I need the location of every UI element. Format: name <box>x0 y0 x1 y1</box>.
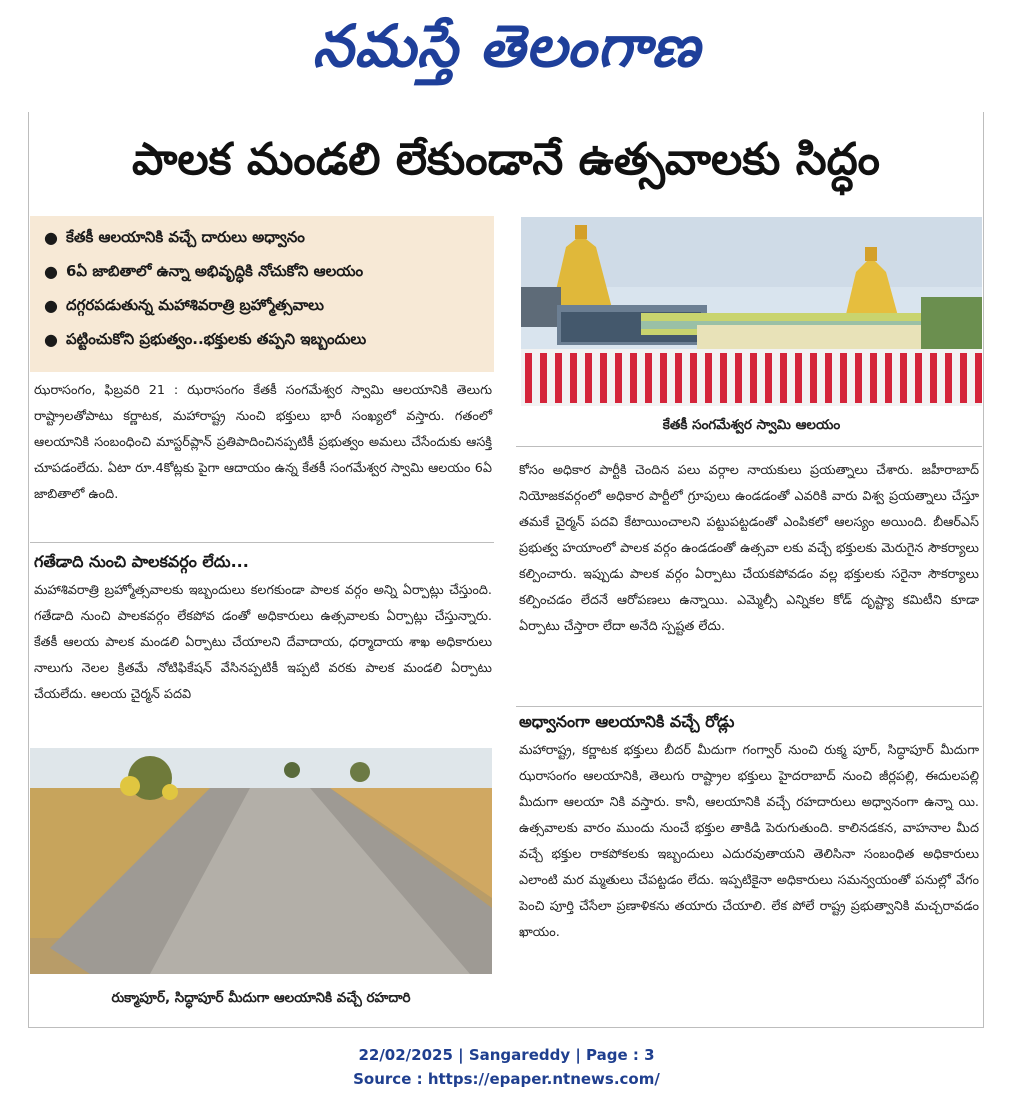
intro-paragraph: ఝరాసంగం, ఫిబ్రవరి 21 : ఝరాసంగం కేతకీ సంగమేశ్వర స్వామి ఆలయానికి తెలుగు రాష్ట్రాలతోపాటు కర్ణాటక, మహారాష్ట్ర నుంచి భక్తులు భారీ సంఖ్యలో వస్తారు. గతంలో ఆలయానికి సంబంధించి మాస్టర్‌ప్లాన్ ప్రతిపాదించినప్పటికీ ప్రభుత్వం అమలు చేసేందుకు ఆసక్తి చూపడంలేదు. ఏటా రూ.4కోట్లకు పైగా ఆదాయం ఉన్న కేతకీ సంగమేశ్వర స్వామి ఆలయం 6ఏ జాబితాలో ఉంది. <box>34 383 492 502</box>
section-heading-governing-body: గతేడాది నుంచి పాలకవర్గం లేదు... <box>34 552 249 571</box>
article-headline: పాలక మండలి లేకుండానే ఉత్సవాలకు సిద్ధం <box>132 134 880 185</box>
section-heading-roads: అధ్వానంగా ఆలయానికి వచ్చే రోడ్లు <box>519 712 735 731</box>
divider <box>30 542 494 543</box>
divider <box>516 446 982 447</box>
masthead-logo: నమస్తే తెలంగాణ <box>312 12 701 80</box>
source-link[interactable]: Source : https://epaper.ntnews.com/ <box>353 1070 660 1088</box>
bullet-icon: ● <box>44 228 58 247</box>
divider <box>516 706 982 707</box>
highlight-item: ● కేతకీ ఆలయానికి వచ్చే దారులు అధ్వానం <box>44 228 305 247</box>
highlights-box <box>30 216 494 372</box>
temple-photo-caption: కేతకీ సంగమేశ్వర స్వామి ఆలయం <box>662 417 841 433</box>
road-photo-caption: రుక్మాపూర్, సిద్ధాపూర్ మీదుగా ఆలయానికి వచ్చే రహదారి <box>111 990 411 1006</box>
highlight-item: ● పట్టించుకోని ప్రభుత్వం..భక్తులకు తప్పని ఇబ్బందులు <box>44 330 367 349</box>
bullet-icon: ● <box>44 296 58 315</box>
divider <box>28 1027 984 1028</box>
masthead <box>0 0 1013 92</box>
temple-photo-image <box>521 217 982 406</box>
section-governing-body-paragraph: మహాశివరాత్రి బ్రహ్మోత్సవాలకు ఇబ్బందులు కలగకుండా పాలక వర్గం అన్ని ఏర్పాట్లు చేస్తుంది. గతేడాది నుంచి పాలకవర్గం లేకపోవ డంతో అధికారులు ఉత్సవాలకు ఏర్పాట్లు చేస్తున్నారు. కేతకీ ఆలయ పాలక మండలి ఏర్పాటు చేయాలని దేవాదాయ, ధర్మాదాయ శాఖ అధికారులు నాలుగు నెలల క్రితమే నోటిఫికేషన్ వేసినప్పటికీ ఇప్పటి వరకు పాలక మండలి ఏర్పాటు చేయలేదు. ఆలయ చైర్మన్ పదవి <box>34 583 492 702</box>
highlights-list <box>44 228 484 364</box>
highlight-item: ● దగ్గరపడుతున్న మహాశివరాత్రి బ్రహ్మోత్సవాలు <box>44 296 324 315</box>
bullet-icon: ● <box>44 262 58 281</box>
road-photo <box>30 748 492 974</box>
edition-info: 22/02/2025 | Sangareddy | Page : 3 <box>358 1046 655 1064</box>
bullet-icon: ● <box>44 330 58 349</box>
temple-photo <box>521 217 982 406</box>
section-roads-paragraph: మహారాష్ట్ర, కర్ణాటక భక్తులు బీదర్ మీదుగా గంగ్వార్ నుంచి రుక్మ పూర్, సిద్ధాపూర్ మీదుగా ఝరాసంగం ఆలయానికి, తెలుగు రాష్ట్రాల భక్తులు హైదరాబాద్ నుంచి జీర్లపల్లి, ఈదులపల్లి మీదుగా ఆలయా నికి వస్తారు. కానీ, ఆలయానికి వచ్చే రహదారులు అధ్వానంగా ఉన్నా యి. ఉత్సవాలకు వారం ముందు నుంచే భక్తుల తాకిడి పెరుగుతుంది. కాలినడకన, వాహనాల మీద వచ్చే భక్తుల రాకపోకలకు ఇబ్బందులు ఎదురవుతాయని తెలిసినా సంబంధిత అధికారులు ఎలాంటి మర మ్మతులు చేపట్టడం లేదు. ఇప్పటికైనా అధికారులు సమన్వయంతో పనుల్లో వేగం పెంచి పూర్తి చేసేలా ప్రణాళికను తయారు చేయాలి. లేక పోలే రాష్ట్ర ప్రభుత్వానికి మచ్చరావడం ఖాయం. <box>519 743 979 940</box>
right-column-paragraph: కోసం అధికార పార్టీకి చెందిన పలు వర్గాల నాయకులు ప్రయత్నాలు చేశారు. జహీరాబాద్ నియోజకవర్గంలో అధికార పార్టీలో గ్రూపులు ఉండడంతో ఎవరికి వారు విశ్వ ప్రయత్నాలు చేస్తూ తమకే చైర్మన్ పదవి కేటాయించాలని పట్టుపట్టడంతో ఎంపికలో ఆలస్యం అయింది. బీఆర్‌ఎస్ ప్రభుత్వ హయాంలో పాలక వర్గం ఉండడంతో ఉత్సవా లకు వచ్చే భక్తులకు మెరుగైన సౌకర్యాలు కల్పించారు. ఇప్పుడు పాలక వర్గం ఏర్పాటు చేయకపోవడం వల్ల భక్తులకు సరైనా సౌకర్యాలు కల్పించడం లేదనే ఆరోపణలు ఉన్నాయి. ఎమ్మెల్సీ ఎన్నికల కోడ్ దృష్ట్యా కమిటీని కూడా ఏర్పాటు చేస్తారా లేదా అనేది స్పష్టత లేదు. <box>519 463 979 634</box>
highlight-item: ● 6ఏ జాబితాలో ఉన్నా అభివృద్ధికి నోచుకోని ఆలయం <box>44 262 364 281</box>
road-photo-image <box>30 748 492 974</box>
